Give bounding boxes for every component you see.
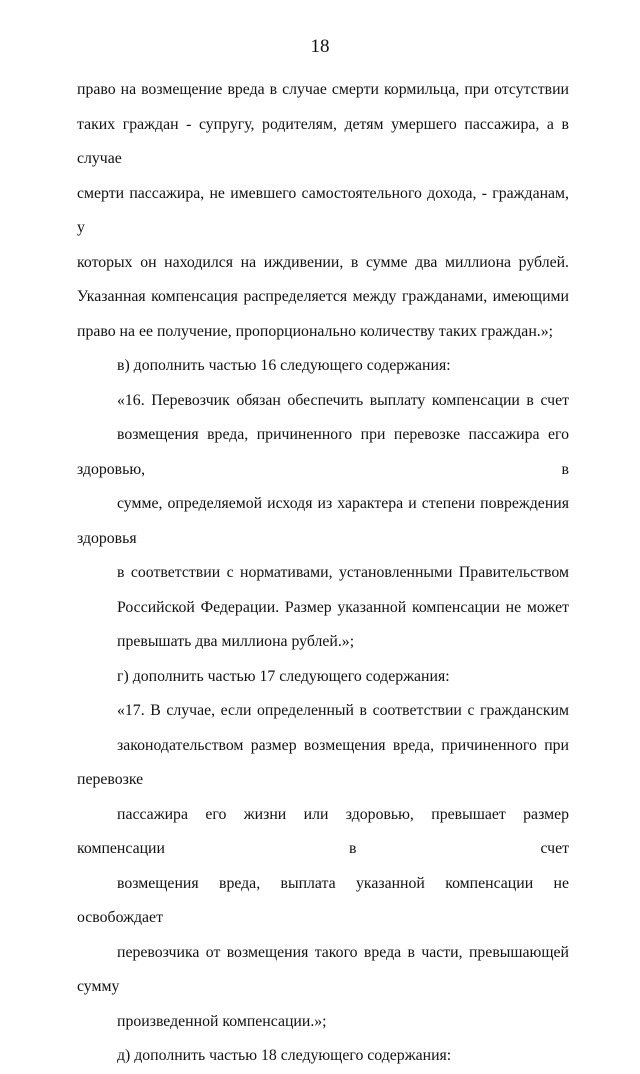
text-line: таких граждан - супругу, родителям, детям умершего пассажира, а в случае	[77, 115, 569, 167]
text-line: законодательством размер возмещения вреда, причиненного при перевозке	[77, 736, 569, 788]
text-line: право на возмещение вреда в случае смерти кормильца, при отсутствии	[77, 81, 569, 98]
text-line: право на ее получение, пропорционально количеству таких граждан.»;	[77, 322, 554, 340]
text-line: в соответствии с нормативами, установленными Правительством	[117, 564, 569, 581]
paragraph	[77, 349, 569, 384]
text-line: «16. Перевозчик обязан обеспечить выплату компенсации в счет	[117, 391, 569, 409]
paragraph	[77, 694, 569, 1039]
text-line: смерти пассажира, не имевшего самостоятельного дохода, - гражданам, у	[77, 184, 569, 236]
text-line: в) дополнить частью 16 следующего содержания:	[117, 357, 451, 374]
text-line: Российской Федерации. Размер указанной компенсации не может	[117, 598, 569, 616]
page-number: 18	[310, 36, 330, 57]
paragraph	[77, 384, 569, 660]
text-line: г) дополнить частью 17 следующего содержания:	[117, 667, 450, 685]
text-line: произведенной компенсации.»;	[117, 1012, 327, 1030]
text-line: Указанная компенсация распределяется между гражданами, имеющими	[77, 288, 569, 305]
text-line: возмещения вреда, выплата указанной компенсации не освобождает	[77, 874, 569, 926]
paragraph	[77, 73, 569, 349]
text-line: «17. В случае, если определенный в соответствии с гражданским	[117, 702, 569, 719]
document-body	[77, 73, 569, 1074]
text-line: которых он находился на иждивении, в сумме два миллиона рублей.	[77, 253, 569, 271]
text-line: пассажира его жизни или здоровью, превышает размер компенсации в счет	[77, 805, 569, 857]
paragraph	[77, 660, 569, 695]
text-line: превышать два миллиона рублей.»;	[117, 633, 355, 650]
text-line: перевозчика от возмещения такого вреда в части, превышающей сумму	[77, 943, 569, 995]
text-line: сумме, определяемой исходя из характера и степени повреждения здоровья	[77, 495, 569, 547]
text-line: возмещения вреда, причиненного при перевозке пассажира его здоровью, в	[77, 426, 569, 478]
paragraph	[77, 1039, 569, 1074]
text-line: д) дополнить частью 18 следующего содержания:	[117, 1047, 452, 1064]
